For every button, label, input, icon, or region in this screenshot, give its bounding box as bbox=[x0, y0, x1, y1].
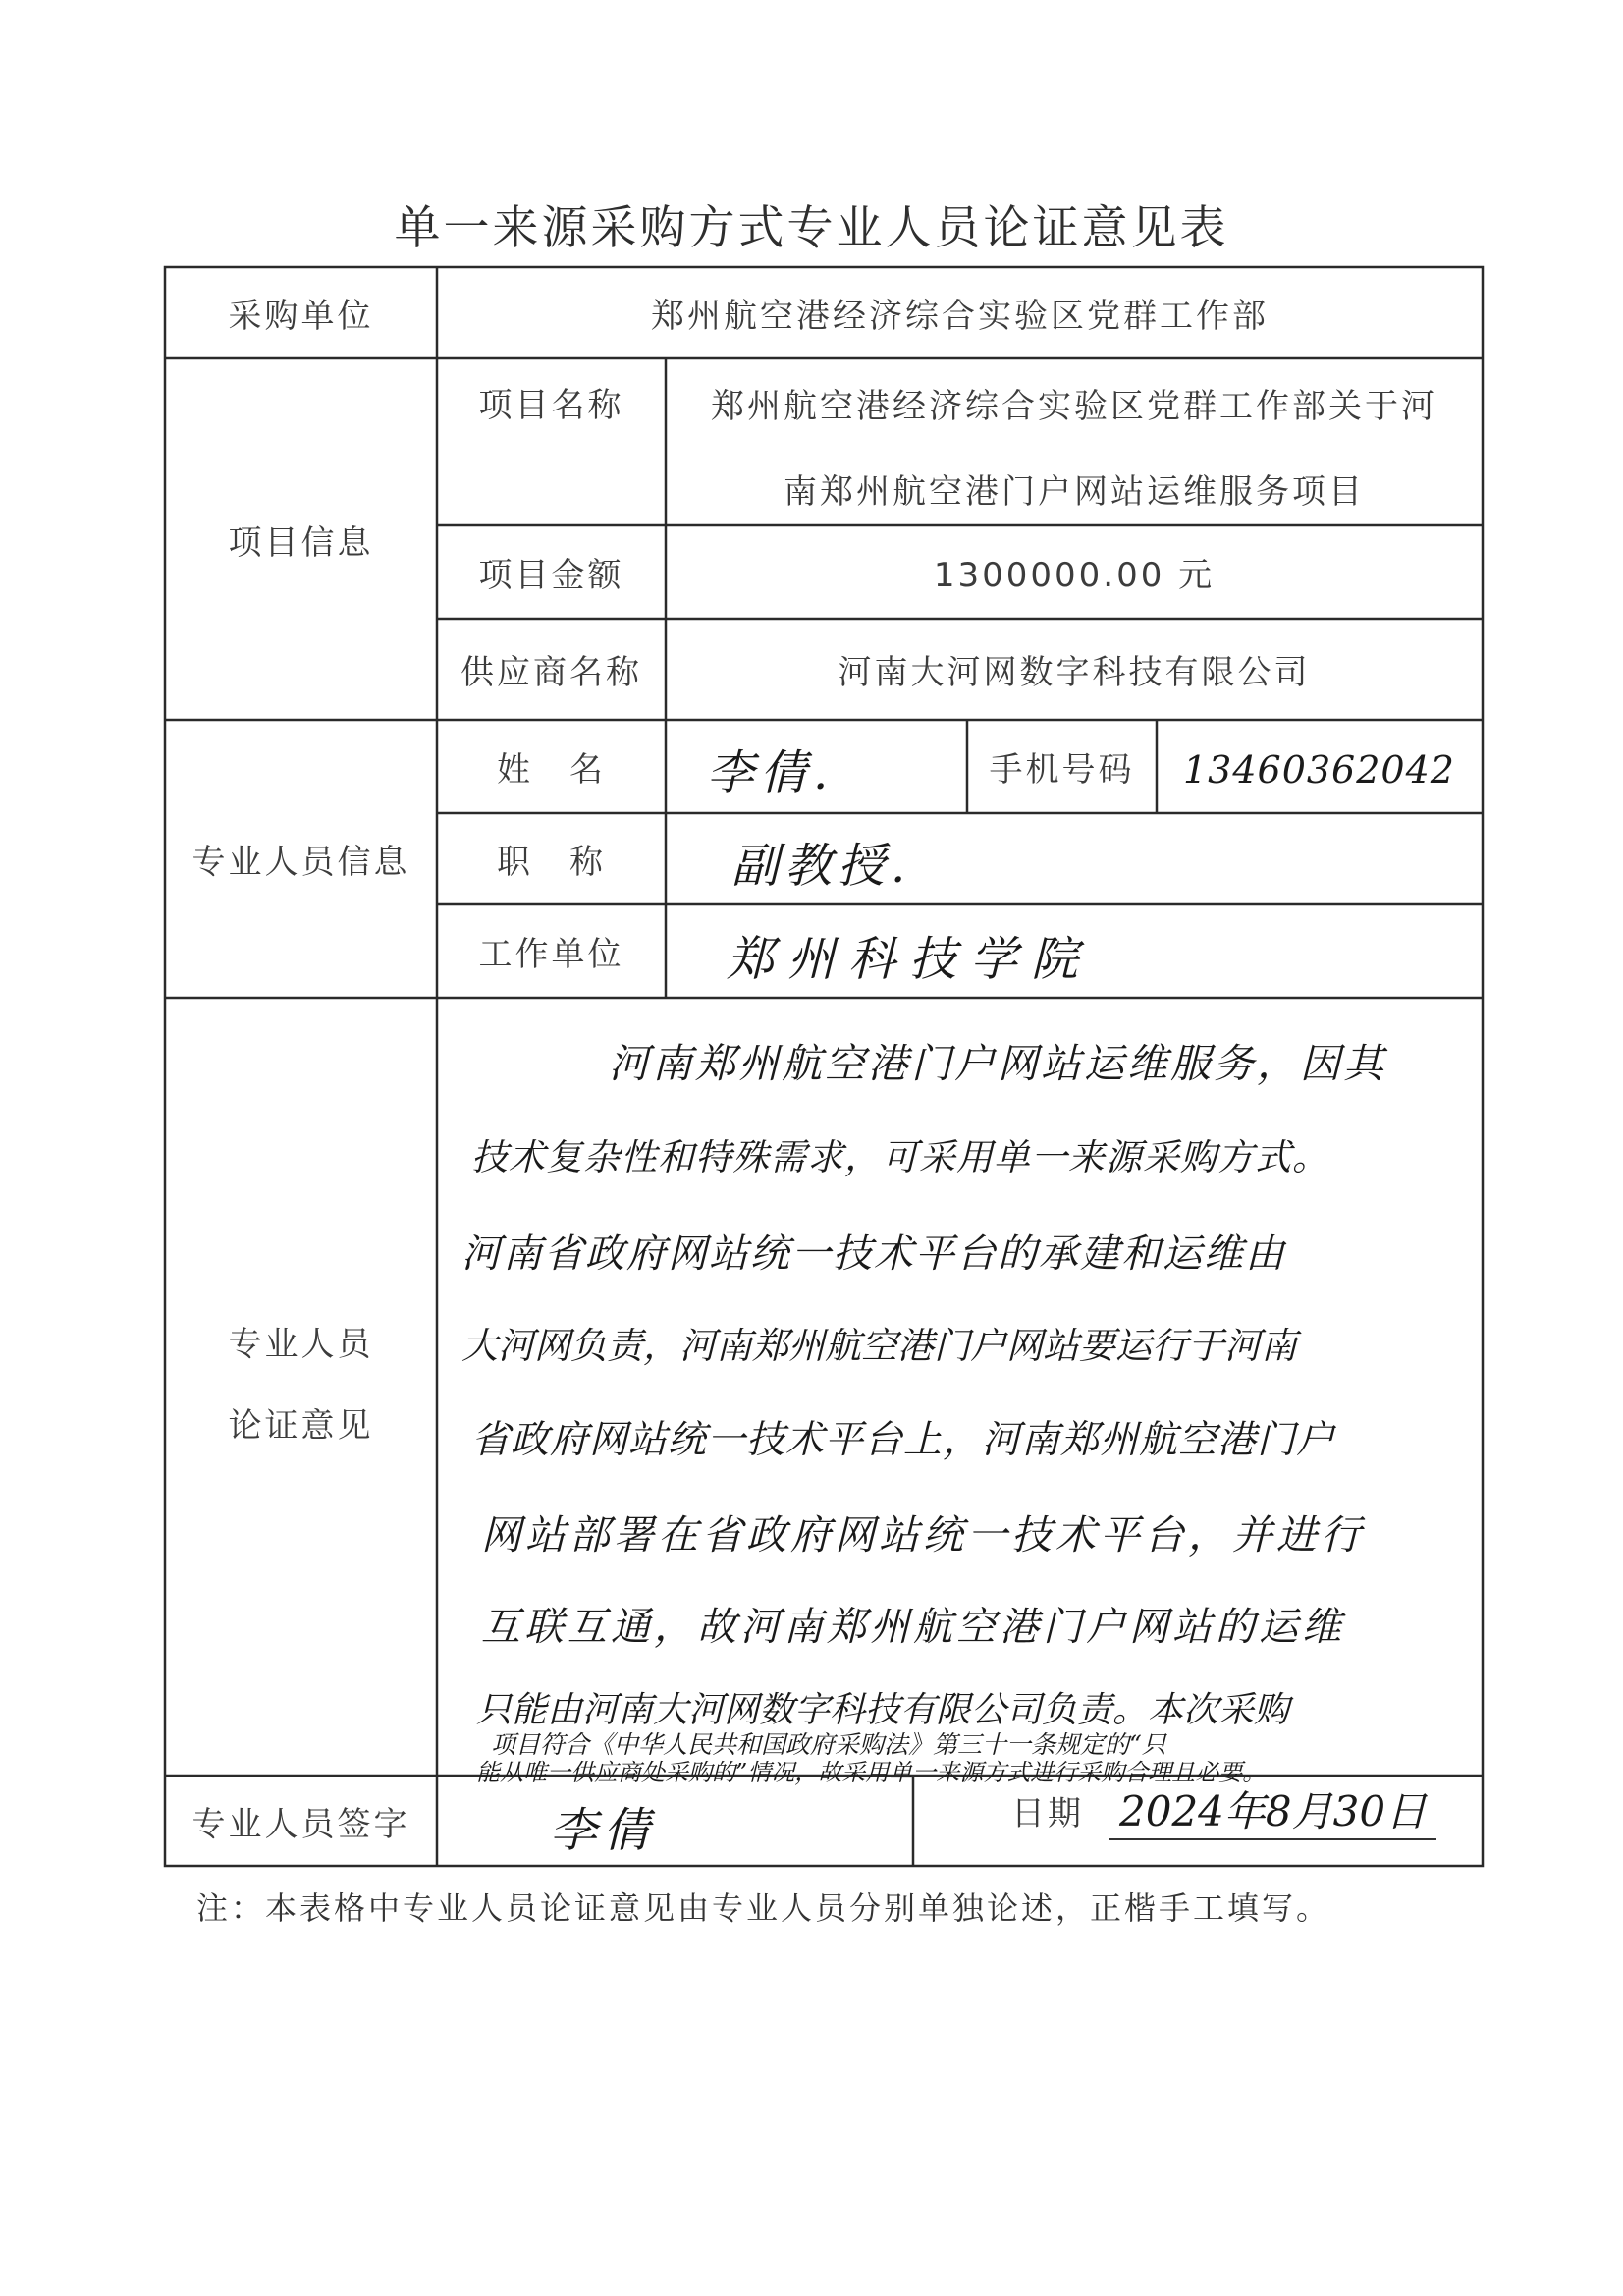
project-info-label: 项目信息 bbox=[228, 522, 374, 563]
form-title: 单一来源采购方式专业人员论证意见表 bbox=[394, 201, 1229, 255]
opinion-line: 省政府网站统一技术平台上，河南郑州航空港门户 bbox=[471, 1418, 1336, 1462]
project-name-label: 项目名称 bbox=[478, 386, 624, 425]
footnote: 注：本表格中专业人员论证意见由专业人员分别单独论述，正楷手工填写。 bbox=[196, 1889, 1331, 1927]
project-amount-label: 项目金额 bbox=[478, 556, 624, 595]
signature-handwritten: 李倩 bbox=[550, 1803, 657, 1858]
opinion-line: 能从唯一供应商处采购的”情况，故采用单一来源方式进行采购合理且必要。 bbox=[476, 1759, 1267, 1786]
expert-name-label: 姓 名 bbox=[497, 750, 606, 790]
date-label: 日期 bbox=[1011, 1793, 1084, 1833]
opinion-line: 大河网负责，河南郑州航空港门户网站要运行于河南 bbox=[461, 1325, 1297, 1367]
opinion-label-line1: 专业人员 bbox=[228, 1324, 374, 1364]
date-handwritten: 2024年8月30日 bbox=[1109, 1779, 1436, 1840]
opinion-line: 网站部署在省政府网站统一技术平台，并进行 bbox=[481, 1511, 1365, 1558]
expert-org-label: 工作单位 bbox=[478, 935, 624, 974]
signature-label: 专业人员签字 bbox=[191, 1804, 410, 1844]
purchaser-value: 郑州航空港经济综合实验区党群工作部 bbox=[651, 297, 1269, 336]
opinion-line: 项目符合《中华人民共和国政府采购法》第三十一条规定的“只 bbox=[491, 1730, 1166, 1759]
opinion-label-line2: 论证意见 bbox=[228, 1405, 374, 1446]
purchaser-label: 采购单位 bbox=[228, 297, 374, 336]
expert-name-handwritten: 李倩. bbox=[707, 745, 835, 800]
phone-handwritten: 13460362042 bbox=[1183, 748, 1455, 792]
supplier-value: 河南大河网数字科技有限公司 bbox=[838, 653, 1311, 692]
opinion-line: 河南郑州航空港门户网站运维服务，因其 bbox=[609, 1040, 1386, 1087]
expert-info-label: 专业人员信息 bbox=[191, 843, 410, 882]
opinion-line: 河南省政府网站统一技术平台的承建和运维由 bbox=[461, 1231, 1286, 1277]
expert-title-handwritten: 副教授. bbox=[731, 839, 912, 894]
expert-org-handwritten: 郑州科技学院 bbox=[727, 932, 1093, 987]
opinion-line: 技术复杂性和特殊需求，可采用单一来源采购方式。 bbox=[471, 1136, 1329, 1178]
project-amount-value: 1300000.00 元 bbox=[933, 556, 1216, 595]
opinion-line: 互联互通，故河南郑州航空港门户网站的运维 bbox=[481, 1605, 1345, 1650]
project-name-line1: 郑州航空港经济综合实验区党群工作部关于河 bbox=[711, 386, 1437, 426]
expert-title-label: 职 称 bbox=[497, 843, 606, 882]
opinion-text bbox=[461, 1011, 1473, 1786]
project-name-line2: 南郑州航空港门户网站运维服务项目 bbox=[784, 471, 1365, 512]
opinion-line: 只能由河南大河网数字科技有限公司负责。本次采购 bbox=[476, 1690, 1290, 1730]
date-field bbox=[1011, 1776, 1436, 1844]
supplier-label: 供应商名称 bbox=[460, 653, 642, 692]
phone-label: 手机号码 bbox=[989, 750, 1135, 790]
